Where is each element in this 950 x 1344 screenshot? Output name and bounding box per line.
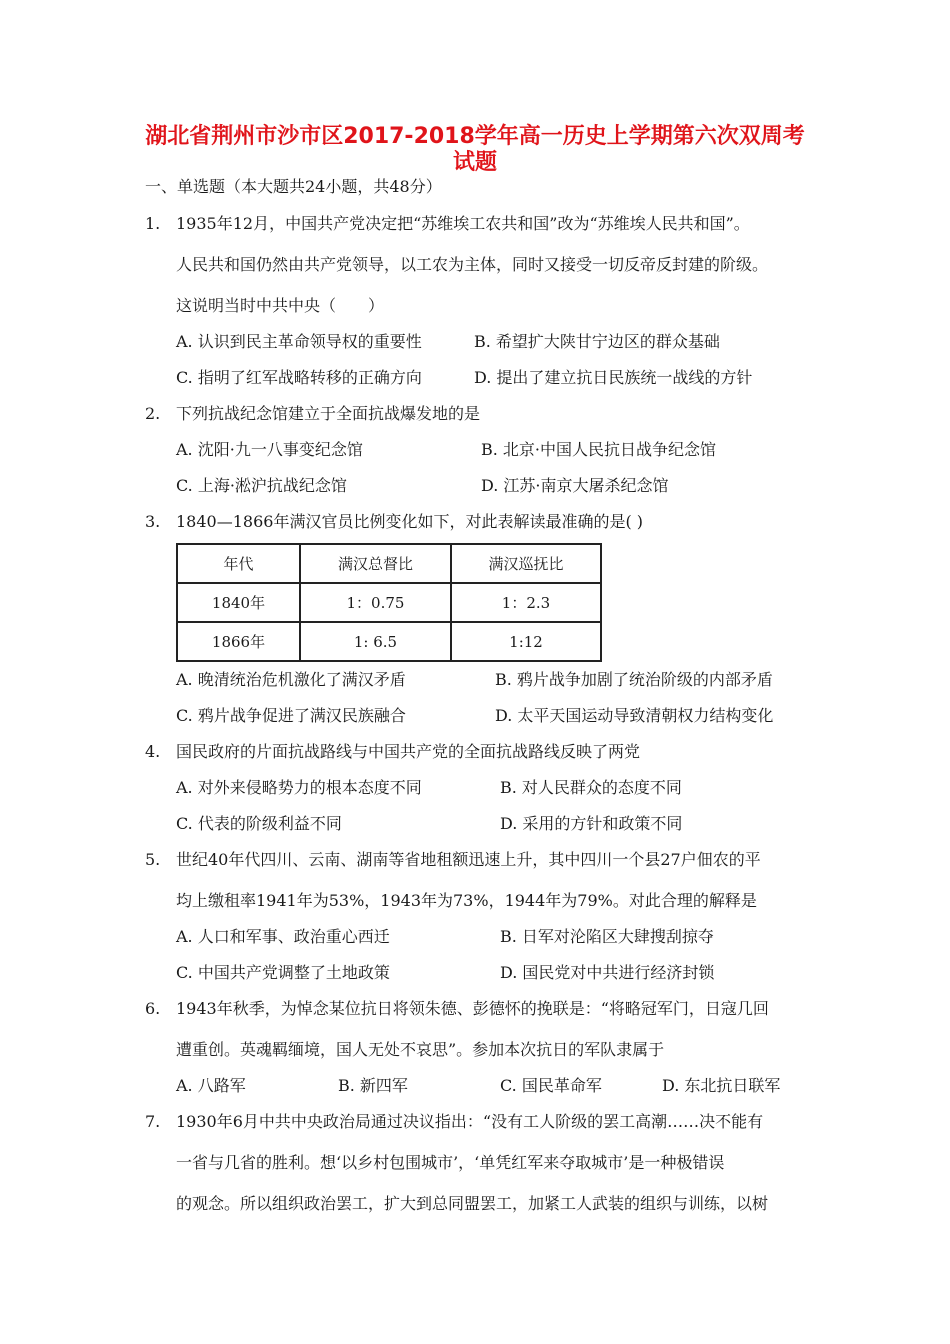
question-number: 4. bbox=[145, 742, 161, 761]
table-cell: 1: 6.5 bbox=[300, 622, 451, 661]
question-text: 1840—1866年满汉官员比例变化如下，对此表解读最准确的是( ) bbox=[176, 512, 644, 531]
table-header-cell: 满汉总督比 bbox=[300, 544, 451, 583]
document-title: 湖北省荆州市沙市区2017-2018学年高一历史上学期第六次双周考 bbox=[145, 124, 805, 149]
table-header-cell: 满汉巡抚比 bbox=[451, 544, 601, 583]
question-text: 遭重创。英魂羁缅境，国人无处不哀思”。参加本次抗日的军队隶属于 bbox=[176, 1040, 665, 1059]
option-d: D. 国民党对中共进行经济封锁 bbox=[500, 963, 715, 982]
document-title-continued: 试题 bbox=[452, 150, 497, 175]
option-b: B. 对人民群众的态度不同 bbox=[500, 778, 682, 797]
option-a: A. 对外来侵略势力的根本态度不同 bbox=[176, 778, 422, 797]
table-header-row bbox=[177, 544, 601, 583]
option-d: D. 东北抗日联军 bbox=[662, 1076, 781, 1095]
option-c: C. 国民革命军 bbox=[500, 1076, 602, 1095]
table-row bbox=[177, 622, 601, 661]
option-b: B. 希望扩大陕甘宁边区的群众基础 bbox=[474, 332, 720, 351]
question-text: 1935年12月，中国共产党决定把“苏维埃工农共和国”改为“苏维埃人民共和国”。 bbox=[176, 214, 750, 233]
option-c: C. 指明了红军战略转移的正确方向 bbox=[176, 368, 422, 387]
option-a: A. 沈阳·九一八事变纪念馆 bbox=[176, 440, 363, 459]
table-cell: 1：0.75 bbox=[300, 583, 451, 622]
option-b: B. 日军对沦陷区大肆搜刮掠夺 bbox=[500, 927, 714, 946]
option-a: A. 八路军 bbox=[176, 1076, 246, 1095]
question-text: 均上缴租率1941年为53%，1943年为73%，1944年为79%。对此合理的解释是 bbox=[176, 891, 757, 910]
question-text: 1943年秋季，为悼念某位抗日将领朱德、彭德怀的挽联是：“将略冠军门，日寇几回 bbox=[176, 999, 769, 1018]
option-d: D. 采用的方针和政策不同 bbox=[500, 814, 683, 833]
option-d: D. 提出了建立抗日民族统一战线的方针 bbox=[474, 368, 753, 387]
option-c: C. 上海·淞沪抗战纪念馆 bbox=[176, 476, 347, 495]
question-number: 7. bbox=[145, 1112, 161, 1131]
question-number: 1. bbox=[145, 214, 161, 233]
option-b: B. 北京·中国人民抗日战争纪念馆 bbox=[481, 440, 717, 459]
question-text: 人民共和国仍然由共产党领导，以工农为主体，同时又接受一切反帝反封建的阶级。 bbox=[176, 255, 769, 274]
table-cell: 1：2.3 bbox=[451, 583, 601, 622]
table-cell: 1:12 bbox=[451, 622, 601, 661]
option-b: B. 鸦片战争加剧了统治阶级的内部矛盾 bbox=[495, 670, 773, 689]
question-number: 3. bbox=[145, 512, 161, 531]
table-cell: 1866年 bbox=[177, 622, 300, 661]
question-text: 1930年6月中共中央政治局通过决议指出：“没有工人阶级的罢工高潮……决不能有 bbox=[176, 1112, 764, 1131]
question-text: 一省与几省的胜利。想‘以乡村包围城市’，‘单凭红军来夺取城市’是一种极错误 bbox=[176, 1153, 725, 1172]
question-number: 2. bbox=[145, 404, 161, 423]
section-heading: 一、单选题（本大题共24小题，共48分） bbox=[145, 177, 442, 196]
table-header-cell: 年代 bbox=[177, 544, 300, 583]
question-text: 这说明当时中共中央（ ） bbox=[176, 296, 385, 315]
option-d: D. 太平天国运动导致清朝权力结构变化 bbox=[495, 706, 774, 725]
table-row bbox=[177, 583, 601, 622]
option-c: C. 中国共产党调整了土地政策 bbox=[176, 963, 390, 982]
option-a: A. 认识到民主革命领导权的重要性 bbox=[176, 332, 422, 351]
option-a: A. 人口和军事、政治重心西迁 bbox=[176, 927, 390, 946]
question-number: 5. bbox=[145, 850, 161, 869]
option-b: B. 新四军 bbox=[338, 1076, 408, 1095]
option-d: D. 江苏·南京大屠杀纪念馆 bbox=[481, 476, 669, 495]
question-text: 世纪40年代四川、云南、湖南等省地租额迅速上升，其中四川一个县27户佃农的平 bbox=[176, 850, 761, 869]
table-cell: 1840年 bbox=[177, 583, 300, 622]
option-a: A. 晚清统治危机激化了满汉矛盾 bbox=[176, 670, 406, 689]
question-text: 的观念。所以组织政治罢工，扩大到总同盟罢工，加紧工人武装的组织与训练，以树 bbox=[176, 1194, 769, 1213]
question-number: 6. bbox=[145, 999, 161, 1018]
option-c: C. 鸦片战争促进了满汉民族融合 bbox=[176, 706, 406, 725]
option-c: C. 代表的阶级利益不同 bbox=[176, 814, 342, 833]
question-text: 下列抗战纪念馆建立于全面抗战爆发地的是 bbox=[176, 404, 481, 423]
data-table bbox=[176, 543, 602, 662]
question-text: 国民政府的片面抗战路线与中国共产党的全面抗战路线反映了两党 bbox=[176, 742, 641, 761]
